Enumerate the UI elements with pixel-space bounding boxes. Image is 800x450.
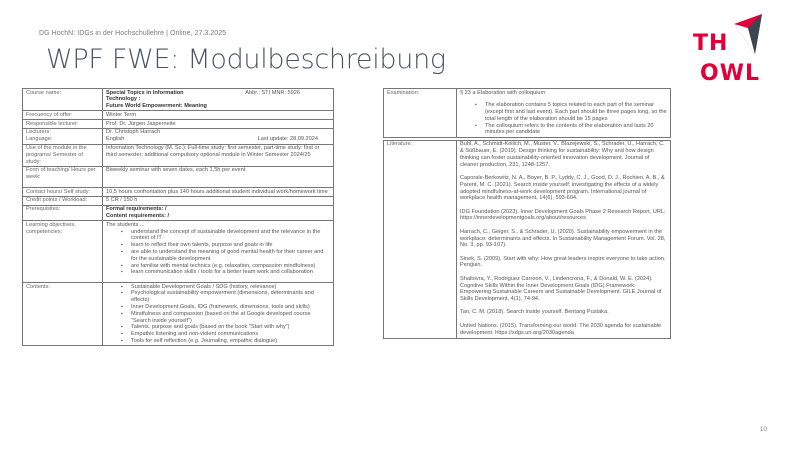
label-examination: Examination: (384, 89, 457, 138)
module-description-right-column (383, 88, 671, 339)
course-title-line3: Future World Empowerment: Meaning (106, 103, 207, 110)
row-lecturers-language (23, 128, 334, 144)
row-contents (23, 283, 334, 346)
label-frequency: Frecuency of offer: (23, 111, 103, 120)
list-item: ▪ The colloquium refers to the contents of the elaboration and lasts 20 minutes per candidate (477, 123, 667, 137)
row-contact-hours (23, 188, 334, 197)
list-item: ▪ understand the concept of sustainable development and the relevance in the context of IT (123, 229, 330, 243)
list-item: ▪ Sustainable Development Goals / SDG (history, relevance) (123, 284, 330, 291)
value-lecturers: Dr. Christoph Harrach (106, 129, 161, 136)
literature-ref: United Nations. (2015). Transforming our world: The 2030 agenda for sustainable development. https://sdgs.un.org/2030agenda (460, 322, 662, 336)
value-course-name (103, 89, 334, 111)
label-lecturers-language (23, 128, 103, 144)
list-item: ▪ Inner Development Goals, IDG (framework, dimensions, tools and skills) (123, 304, 330, 311)
literature-ref: Shaltovra, Y., Rodriguez Carreon, V., Lindencrona, F., & Donald, W. E. (2024). Cognitive Skills Within the Inner Development Goals (IDG) Framework: Empowering Sustainable Careers and Sustainable Development. GILE Journal of Skills Development, 4(1), 74-94. (460, 275, 662, 303)
last-update: Last update: 28.09.2024 (257, 136, 318, 143)
label-contact-hours: Contact hours/ Self study: (23, 188, 103, 197)
list-item: ▪ learn communication skills / tools for a better team work and collaboration (123, 269, 330, 276)
row-examination (384, 89, 671, 138)
literature-ref: Harrach, C., Geiger, S., & Schrader, U. (2020). Sustainability empowerment in the workplace: determinants and effects. In Sustainability Management Forum. Vol. 28, No. 3, pp. 93-107). (460, 228, 666, 249)
value-lecturers-language (103, 128, 334, 144)
logo-text-owl: OWL (700, 61, 760, 84)
literature-ref: Caporale-Berkowitz, N. A., Boyer, B. P., Lyddy, C. J., Good, D. J., Rochien, A. B., & Parent, M. C. (2021). Search inside yourself: investigating the effects of a widely adopted mindfulness-at-work development program. International journal of workplace health management, 14(6), 593-604. (460, 174, 665, 202)
row-credit-points (23, 196, 334, 205)
contents-list (106, 284, 330, 345)
value-learning-objectives (103, 221, 334, 283)
literature-ref: Buhl, A., Schmidt-Keilich, M., Muster, V., Blazejewski, S., Schrader, U., Harrach, C. & Süßbauer, E. (2019). Design thinking for sustainability: Why and how design thinking can foster sustainability-oriented innovation development. Journal of cleaner production, 231, 1248-1257. (460, 141, 665, 168)
row-literature (384, 140, 671, 338)
module-description-table-left (22, 88, 334, 346)
learning-objectives-list (106, 229, 330, 277)
page-number: 10 (759, 426, 767, 433)
label-contents: Contents: (23, 283, 103, 346)
value-credit-points: 5 CR / 150 h (103, 196, 334, 205)
examination-table (383, 88, 671, 138)
label-form-of-teaching: Form of teaching/ Hours per week: (23, 166, 103, 187)
list-item: ▪ The elaboration contains 5 topics related to each part of the seminar (except first and last event). Each part should be three pages long, so the total length of the elaboration should be 15 pages (477, 102, 667, 122)
label-use-of-module: Use of the module in the programs/ Semester of study: (23, 144, 103, 166)
row-use-of-module (23, 144, 334, 166)
label-credit-points: Credit points / Workload: (23, 196, 103, 205)
label-language: Language: (26, 136, 53, 143)
list-item: ▪ are familiar with mental technics (e.g. relaxation, compassion mindfulness) (123, 263, 330, 270)
row-learning-objectives (23, 221, 334, 283)
label-literature: Literature: (384, 140, 457, 338)
label-prerequisites: Prerequisites: (23, 205, 103, 221)
value-language: English (106, 136, 125, 143)
value-contact-hours: 10,5 hours confrontation plus 140 hours additional student individual work/homework time (103, 188, 334, 197)
examination-list (460, 102, 667, 136)
list-item: ▪ are able to understand the meaning of good mental health for their career and for the sustainable development (123, 249, 330, 263)
list-item: ▪ learn to reflect their own talents, purpose and goals in life (123, 242, 330, 249)
value-examination (457, 89, 671, 138)
value-form-of-teaching: Biweekly seminar with seven dates, each 1,5h per event (103, 166, 334, 187)
list-item: ▪ Empathic listening and non-violent communications (123, 331, 330, 338)
value-frequency: Winter Term (103, 111, 334, 120)
value-use-of-module: Information Technology (M. Sc.): Full-time study: first semester, part-time study: first or third semester: additional compulsory optional module in Winter Semester 2024/25 (103, 144, 334, 166)
label-lecturers: Lecturers: (26, 129, 51, 136)
examination-intro: § 23 a Elaboration with colloquium (460, 89, 546, 96)
label-course-name: Course name: (23, 89, 103, 111)
course-title-line2: Technology : (106, 96, 141, 103)
learning-objectives-intro: The students ... (106, 221, 145, 228)
logo-text-th: TH (693, 31, 729, 56)
course-title-line1: Special Topics in Information (106, 89, 184, 96)
logo-triangle-icon (734, 14, 762, 54)
label-responsible: Responsible lecturer: (23, 120, 103, 129)
row-prerequisites (23, 205, 334, 221)
literature-ref: IDG Foundation (2023). Inner Development Goals Phase 2 Research Report, URL: https://innerdevelopmentgoals.org/about/resources (460, 208, 666, 222)
content-requirements: Content requirements: / (106, 212, 170, 219)
row-course-name (23, 89, 334, 111)
literature-ref: Tan, C. M. (2018). Search inside yourself. Bentang Pustaka. (460, 309, 609, 316)
slide-subtitle: DG HochN: IDGs in der Hochschullehre | Online, 27.3.2025 (39, 30, 227, 37)
list-item: ▪ Tools for self reflection (e.g. Journaling, empathic dialogue) (123, 338, 330, 345)
page-title: WPF FWE: Modulbeschreibung (46, 44, 446, 75)
row-form-of-teaching (23, 166, 334, 187)
literature-ref: Sinek, S. (2009). Start with why: How great leaders inspire everyone to take action. Penguin. (460, 255, 666, 269)
list-item: ▪ Talents. purpose and goals (based on the book "Start with why") (123, 324, 330, 331)
course-abbr: Abbr.: STI MNR: 5926 (245, 89, 300, 96)
row-frequency (23, 111, 334, 120)
list-item: ▪ Mindfulness and compassion (based on the at Google developed course "Search inside yourself") (123, 311, 330, 325)
formal-requirements: Formal requirements: / (106, 206, 167, 213)
value-contents (103, 283, 334, 346)
value-literature (457, 140, 671, 338)
literature-table (383, 140, 671, 339)
label-learning-objectives: Learning objectives, competencies: (23, 221, 103, 283)
value-prerequisites (103, 205, 334, 221)
list-item: ▪ Psychological sustainability empowerment (dimensions, determinants and effects) (123, 290, 330, 304)
row-responsible (23, 120, 334, 129)
th-owl-logo (690, 14, 790, 84)
value-responsible: Prof. Dr. Jürgen Jasperneite (103, 120, 334, 129)
